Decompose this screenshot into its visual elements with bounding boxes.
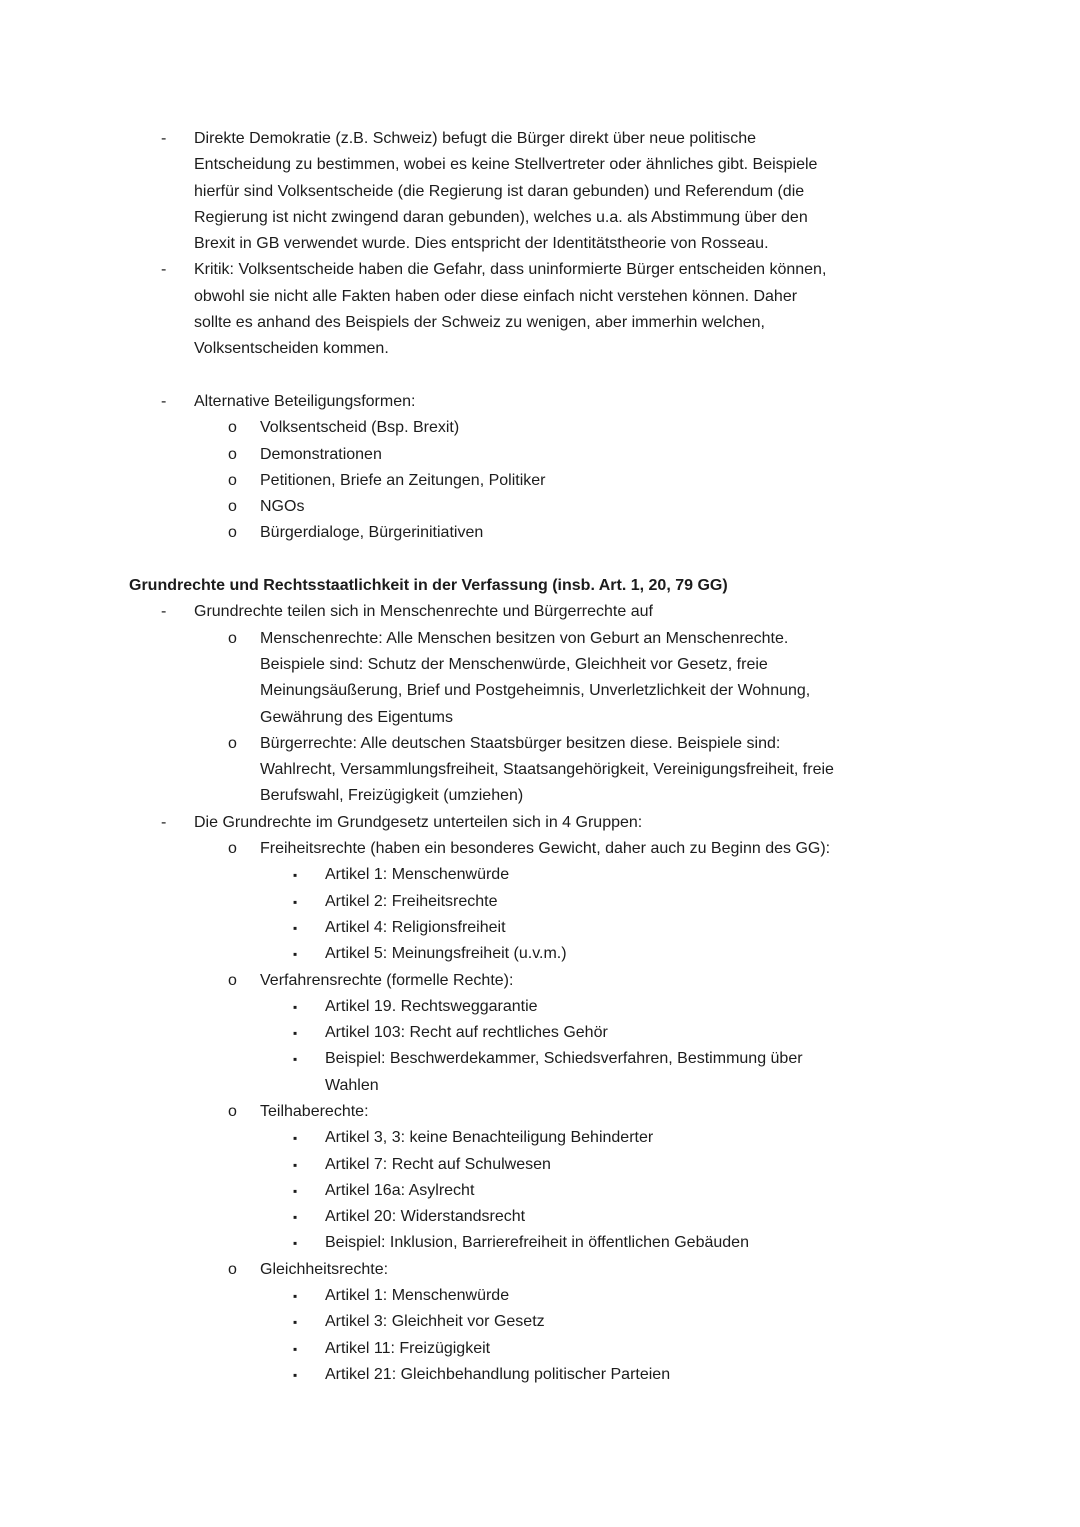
item-text [194,599,1080,625]
list-item-level-2 [0,1099,1080,1125]
heading-text [129,573,1080,599]
square-bullet-icon: ▪ [293,947,298,962]
circle-bullet-icon: o [228,445,237,463]
text-line: Grundrechte teilen sich in Menschenrechte und Bürgerrechte auf [194,603,653,621]
text-line: Artikel 3, 3: keine Benachteiligung Behinderter [325,1129,654,1147]
circle-bullet-icon: o [228,1260,237,1278]
text-line: Artikel 21: Gleichbehandlung politischer Parteien [325,1365,671,1383]
text-line: Kritik: Volksentscheide haben die Gefahr, dass uninformierte Bürger entscheiden können, [194,261,827,279]
circle-bullet-icon: o [228,629,237,647]
circle-bullet-icon: o [228,498,237,516]
document-body [0,126,1080,1388]
item-text [325,941,1080,967]
item-text [260,968,1080,994]
list-item-level-2 [0,442,1080,468]
item-text [260,1257,1080,1283]
square-bullet-icon: ▪ [293,1131,298,1146]
text-line: Direkte Demokratie (z.B. Schweiz) befugt die Bürger direkt über neue politische [194,130,757,147]
item-text [260,494,1080,520]
text-line: Petitionen, Briefe an Zeitungen, Politiker [260,471,546,489]
list-item-level-3 [0,1336,1080,1362]
circle-bullet-icon: o [228,734,237,752]
list-item-level-2 [0,731,1080,810]
square-bullet-icon: ▪ [293,1183,298,1198]
list-item-level-3 [0,1046,1080,1099]
circle-bullet-icon: o [228,471,237,489]
text-line: Grundrechte und Rechtsstaatlichkeit in der Verfassung (insb. Art. 1, 20, 79 GG) [129,577,728,595]
item-text [194,389,1080,415]
list-item-level-3 [0,1283,1080,1309]
text-line: Volksentscheid (Bsp. Brexit) [260,419,460,437]
text-line: Verfahrensrechte (formelle Rechte): [260,971,514,989]
blank-line [0,363,1080,389]
item-text [325,1230,1080,1256]
dash-bullet-icon: - [161,130,167,147]
text-line: Beispiele sind: Schutz der Menschenwürde, Gleichheit vor Gesetz, freie [260,655,768,673]
item-text [260,626,1080,731]
list-item-level-3 [0,862,1080,888]
item-text [260,468,1080,494]
text-line: Artikel 1: Menschenwürde [325,1287,510,1305]
item-text [194,126,1080,257]
dash-bullet-icon: - [161,261,167,279]
item-text [260,442,1080,468]
text-line: Bürgerdialoge, Bürgerinitiativen [260,524,484,542]
text-line: Entscheidung zu bestimmen, wobei es keine Stellvertreter oder ähnliches gibt. Beispiele [194,156,818,174]
list-item-level-3 [0,915,1080,941]
item-text [325,1046,1080,1099]
item-text [325,994,1080,1020]
list-item-level-3 [0,994,1080,1020]
list-item-level-2 [0,520,1080,546]
item-text [194,257,1080,362]
blank-line [0,547,1080,573]
text-line: Beispiel: Inklusion, Barrierefreiheit in öffentlichen Gebäuden [325,1234,749,1252]
item-text [260,415,1080,441]
list-item-level-3 [0,941,1080,967]
square-bullet-icon: ▪ [293,868,298,883]
item-text [194,810,1080,836]
text-line: Artikel 103: Recht auf rechtliches Gehör [325,1024,608,1042]
item-text [325,889,1080,915]
text-line: obwohl sie nicht alle Fakten haben oder diese einfach nicht verstehen können. Daher [194,287,798,305]
dash-bullet-icon: - [161,813,167,831]
square-bullet-icon: ▪ [293,1289,298,1304]
circle-bullet-icon: o [228,1102,237,1120]
list-item-level-2 [0,836,1080,862]
item-text [325,1309,1080,1335]
item-text [325,915,1080,941]
item-text [325,1125,1080,1151]
list-item-level-1 [0,126,1080,257]
list-item-level-3 [0,1125,1080,1151]
text-line: Wahlrecht, Versammlungsfreiheit, Staatsangehörigkeit, Vereinigungsfreiheit, freie [260,761,834,779]
text-line: Brexit in GB verwendet wurde. Dies entspricht der Identitätstheorie von Rosseau. [194,235,769,253]
text-line: Artikel 5: Meinungsfreiheit (u.v.m.) [325,945,567,963]
text-line: Artikel 4: Religionsfreiheit [325,918,506,936]
item-text [325,1020,1080,1046]
text-line: Artikel 16a: Asylrecht [325,1181,475,1199]
text-line: Menschenrechte: Alle Menschen besitzen von Geburt an Menschenrechte. [260,629,789,647]
text-line: Demonstrationen [260,445,382,463]
text-line: Alternative Beteiligungsformen: [194,392,416,410]
dash-bullet-icon: - [161,392,167,410]
item-text [325,1362,1080,1388]
square-bullet-icon: ▪ [293,920,298,935]
item-text [260,1099,1080,1125]
list-item-level-3 [0,1178,1080,1204]
text-line: Meinungsäußerung, Brief und Postgeheimnis, Unverletzlichkeit der Wohnung, [260,682,811,700]
text-line: Artikel 1: Menschenwürde [325,866,510,884]
list-item-level-2 [0,494,1080,520]
circle-bullet-icon: o [228,971,237,989]
square-bullet-icon: ▪ [293,1157,298,1172]
text-line: Gewährung des Eigentums [260,708,453,726]
square-bullet-icon: ▪ [293,1367,298,1382]
item-text [325,1204,1080,1230]
item-text [260,731,1080,810]
text-line: Bürgerrechte: Alle deutschen Staatsbürger besitzen diese. Beispiele sind: [260,734,781,752]
item-text [325,862,1080,888]
list-item-level-3 [0,1152,1080,1178]
section-heading [0,573,1080,599]
square-bullet-icon: ▪ [293,1341,298,1356]
circle-bullet-icon: o [228,840,237,858]
text-line: Wahlen [325,1076,379,1094]
square-bullet-icon: ▪ [293,1052,298,1067]
text-line: sollte es anhand des Beispiels der Schweiz zu wenigen, aber immerhin welchen, [194,314,765,332]
list-item-level-2 [0,626,1080,731]
text-line: Artikel 3: Gleichheit vor Gesetz [325,1313,545,1331]
list-item-level-1 [0,389,1080,415]
circle-bullet-icon: o [228,419,237,437]
list-item-level-3 [0,1230,1080,1256]
square-bullet-icon: ▪ [293,1210,298,1225]
text-line: Die Grundrechte im Grundgesetz unterteilen sich in 4 Gruppen: [194,813,643,831]
text-line: Artikel 19. Rechtsweggarantie [325,997,538,1015]
square-bullet-icon: ▪ [293,1026,298,1041]
text-line: Regierung ist nicht zwingend daran gebunden), welches u.a. als Abstimmung über den [194,208,808,226]
list-item-level-2 [0,415,1080,441]
list-item-level-3 [0,889,1080,915]
square-bullet-icon: ▪ [293,1236,298,1251]
item-text [260,520,1080,546]
list-item-level-2 [0,1257,1080,1283]
text-line: Artikel 7: Recht auf Schulwesen [325,1155,551,1173]
list-item-level-3 [0,1362,1080,1388]
list-item-level-2 [0,968,1080,994]
list-item-level-3 [0,1020,1080,1046]
text-line: Artikel 11: Freizügigkeit [325,1339,491,1357]
list-item-level-2 [0,468,1080,494]
item-text [325,1336,1080,1362]
list-item-level-1 [0,810,1080,836]
square-bullet-icon: ▪ [293,999,298,1014]
list-item-level-1 [0,599,1080,625]
text-line: Volksentscheiden kommen. [194,340,389,358]
list-item-level-3 [0,1309,1080,1335]
list-item-level-3 [0,1204,1080,1230]
text-line: Berufswahl, Freizügigkeit (umziehen) [260,787,524,805]
text-line: Gleichheitsrechte: [260,1260,389,1278]
text-line: Teilhaberechte: [260,1102,369,1120]
square-bullet-icon: ▪ [293,894,298,909]
circle-bullet-icon: o [228,524,237,542]
text-line: Beispiel: Beschwerdekammer, Schiedsverfahren, Bestimmung über [325,1050,803,1068]
item-text [325,1178,1080,1204]
list-item-level-1 [0,257,1080,362]
text-line: hierfür sind Volksentscheide (die Regierung ist daran gebunden) und Referendum (die [194,182,805,200]
text-line: Freiheitsrechte (haben ein besonderes Gewicht, daher auch zu Beginn des GG): [260,840,831,858]
text-line: NGOs [260,498,305,516]
square-bullet-icon: ▪ [293,1315,298,1330]
item-text [325,1283,1080,1309]
text-line: Artikel 20: Widerstandsrecht [325,1208,526,1226]
item-text [260,836,1080,862]
item-text [325,1152,1080,1178]
dash-bullet-icon: - [161,603,167,621]
text-line: Artikel 2: Freiheitsrechte [325,892,498,910]
